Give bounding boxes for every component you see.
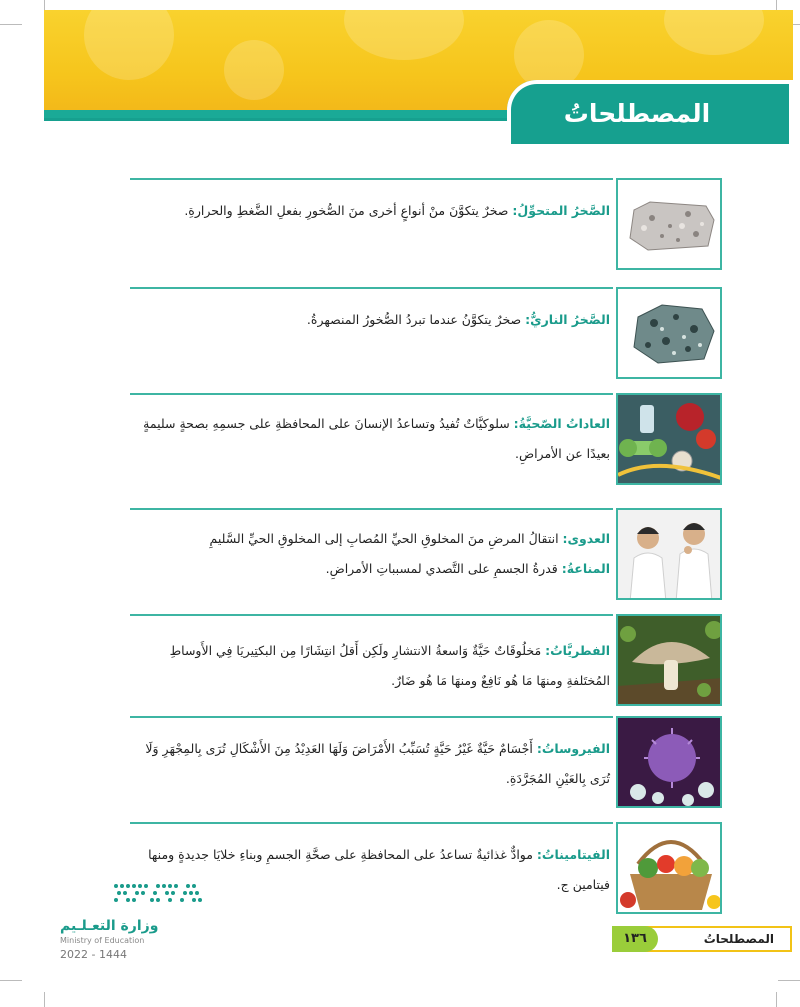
page-title: المصطلحاتُ (563, 99, 711, 128)
entry-term-2: المناعةُ: (561, 561, 610, 576)
metamorphic-rock-image (616, 178, 722, 270)
glossary-entry (130, 822, 722, 918)
infection-boys-image (616, 508, 722, 600)
entry-text (140, 305, 610, 335)
entry-text (140, 409, 610, 469)
entry-term: العدوى: (562, 531, 610, 546)
glossary-entry (130, 178, 722, 274)
vegetable-basket-image (616, 822, 722, 914)
crop-mark (44, 992, 45, 1007)
entry-term: العاداتُ الصّحيَّةُ: (513, 416, 610, 431)
entry-text (140, 636, 610, 696)
crop-mark (0, 980, 22, 981)
glossary-entry (130, 287, 722, 383)
ministry-logo-icon (112, 880, 204, 908)
entry-term: الفطريَّاتُ: (545, 643, 610, 658)
glossary-entry (130, 393, 722, 489)
virus-image (616, 716, 722, 808)
entry-definition: أَجْسَامٌ حَيَّةٌ غَيْرُ حَيَّةٍ تُسَبِّبُ الأَمْرَاضَ وَلَهَا العَدِيْدُ مِنَ الأَشْكَالِ تُرَى بِالمِجْهَرِ وَلَا تُرَى بِالعَيْنِ المُجَرَّدَةِ. (145, 741, 610, 786)
crop-mark (0, 24, 22, 25)
mushroom-image (616, 614, 722, 706)
crop-mark (776, 992, 777, 1007)
entry-text (140, 840, 610, 900)
entry-definition: سلوكيَّاتٌ تُفيدُ وتساعدُ الإنسانَ على المحافظةِ على جسمِهِ بصحةٍ سليمةٍ بعيدًا عن الأمراضِ. (143, 416, 610, 461)
healthy-habits-image (616, 393, 722, 485)
glossary-entry (130, 508, 722, 604)
entry-term: الصَّخرُ المتحوِّلُ: (512, 203, 610, 218)
igneous-rock-image (616, 287, 722, 379)
entry-term: الصَّخرُ الناريُّ: (525, 312, 610, 327)
crop-mark (778, 980, 800, 981)
entry-text (140, 196, 610, 226)
entry-definition: صخرٌ يتكوَّنَ منْ أنواعٍ أخرى منَ الصُّخورِ بفعلِ الضَّغطِ والحرارةِ. (184, 203, 513, 218)
entry-definition: صخرٌ يتكوَّنُ عندما تبردُ الصُّخورُ المنصهرةُ. (306, 312, 526, 327)
entry-text (140, 734, 610, 794)
entry-text (140, 524, 610, 584)
entry-definition: موادٌّ غذائيةٌ تساعدُ على المحافظةِ على صحَّةِ الجسمِ وبناءِ خلايَا جديدةٍ ومنها فيتامين ج. (148, 847, 610, 892)
entry-definition: انتقالُ المرضِ منَ المخلوقِ الحيِّ المُصابِ إلى المخلوقِ الحيِّ السَّليمِ (209, 531, 563, 546)
glossary-entry (130, 614, 722, 710)
entry-definition: مَخلُوقَاتٌ حَيَّةٌ وَاسعةُ الانتشارِ ولَكِن أَقلُ انتِشَارًا مِن البكتِيريَا فِي الأَوساطِ المُختَلفةِ ومنهَا مَا هُو نَافِعٌ ومنهَا مَا هُو ضَارٌ. (169, 643, 610, 688)
title-underline (44, 118, 507, 121)
entry-term: الفيتاميناتُ: (536, 847, 610, 862)
footer-label: المصطلحاتُ (703, 932, 774, 946)
entry-definition-2: قدرةُ الجسمِ على التَّصدي لمسبباتِ الأمراضِ. (325, 561, 562, 576)
entry-term: الفيروساتُ: (536, 741, 610, 756)
page-number: ١٣٦ (612, 926, 658, 952)
ministry-name-arabic: وزارة التعـلـيم (60, 918, 159, 934)
ministry-name-english: Ministry of Education (60, 936, 145, 945)
edition-year: 2022 - 1444 (60, 948, 127, 961)
glossary-entry (130, 716, 722, 812)
